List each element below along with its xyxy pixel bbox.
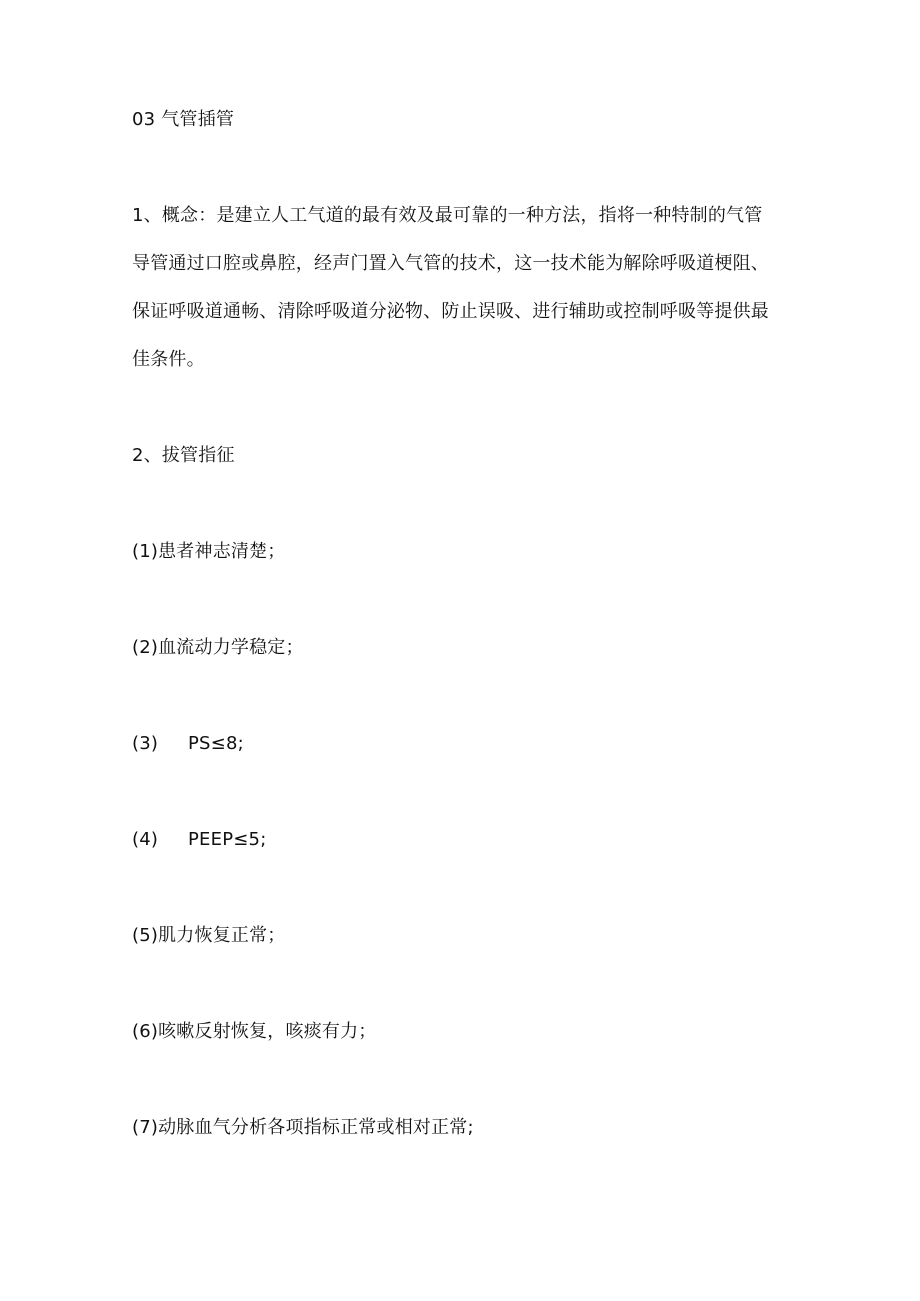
list-item: (5)肌力恢复正常； [132, 925, 286, 946]
list-item-number: (4) [132, 829, 159, 850]
section-title: 03 气管插管 [132, 109, 235, 130]
list-item [132, 828, 266, 852]
list-item-text: PS≤8; [188, 733, 244, 754]
extubation-heading: 2、拔管指征 [132, 445, 235, 466]
list-item: (6)咳嗽反射恢复，咳痰有力； [132, 1021, 377, 1042]
concept-line-3: 保证呼吸道通畅、清除呼吸道分泌物、防止误吸、进行辅助或控制呼吸等提供最 [132, 301, 769, 322]
concept-line-4: 佳条件。 [132, 349, 205, 370]
list-item [132, 732, 244, 756]
concept-line-2: 导管通过口腔或鼻腔，经声门置入气管的技术，这一技术能为解除呼吸道梗阻、 [132, 253, 769, 274]
concept-line-1: 1、概念：是建立人工气道的最有效及最可靠的一种方法，指将一种特制的气管 [132, 205, 763, 226]
list-item-number: (3) [132, 733, 159, 754]
list-item: (1)患者神志清楚； [132, 541, 286, 562]
list-item-text: PEEP≤5; [188, 829, 267, 850]
list-item: (2)血流动力学稳定； [132, 637, 304, 658]
list-item: (7)动脉血气分析各项指标正常或相对正常; [132, 1117, 474, 1138]
